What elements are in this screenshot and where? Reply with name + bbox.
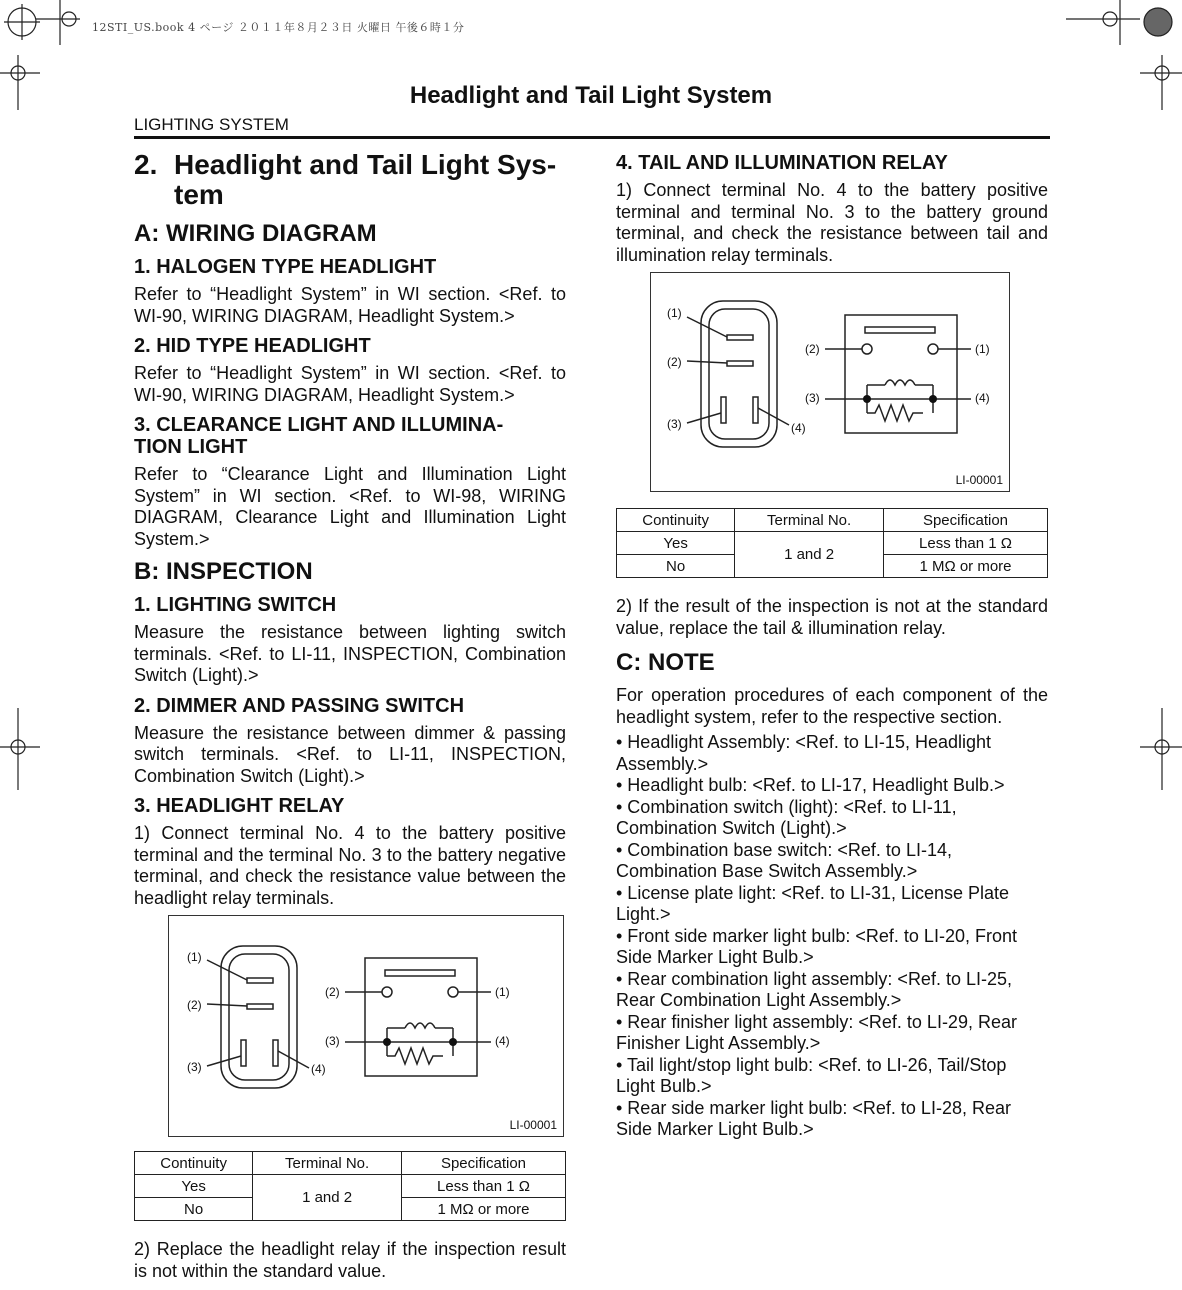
section-label: LIGHTING SYSTEM	[134, 115, 289, 134]
label-t4-left: (4)	[791, 421, 806, 435]
r4-heading: 4. TAIL AND ILLUMINATION RELAY	[616, 152, 948, 174]
table-cell: Less than 1 Ω	[883, 532, 1047, 555]
a1-text: Refer to “Headlight System” in WI section. <Ref. to WI-90, WIRING DIAGRAM, Headlight System.>	[134, 284, 566, 326]
tail-relay-spec-table	[616, 508, 1048, 578]
a3-heading-line1: 3. CLEARANCE LIGHT AND ILLUMINA-	[134, 414, 504, 436]
c-text: For operation procedures of each component of the headlight system, refer to the respective section.	[616, 685, 1048, 727]
table-header-row	[617, 509, 1048, 532]
section-c-heading: C: NOTE	[616, 649, 715, 676]
label-t2-left: (2)	[187, 998, 202, 1012]
right-column	[616, 152, 1048, 1141]
note-bullet: • Headlight Assembly: <Ref. to LI-15, Headlight Assembly.>	[616, 732, 992, 774]
label-t3-right: (3)	[325, 1034, 340, 1048]
note-bullet: • Headlight bulb: <Ref. to LI-17, Headlight Bulb.>	[616, 775, 1005, 795]
label-t3-right: (3)	[805, 391, 820, 405]
note-bullet: • Tail light/stop light bulb: <Ref. to LI-26, Tail/Stop Light Bulb.>	[616, 1054, 1007, 1096]
note-bullet: • Front side marker light bulb: <Ref. to LI-20, Front Side Marker Light Bulb.>	[616, 925, 1017, 967]
r4-after-text: 2) If the result of the inspection is not at the standard value, replace the tail & illumination relay.	[616, 596, 1048, 638]
section-a-heading: A: WIRING DIAGRAM	[134, 220, 377, 247]
label-t3-left: (3)	[667, 417, 682, 431]
b1-heading: 1. LIGHTING SWITCH	[134, 594, 337, 616]
b3-heading: 3. HEADLIGHT RELAY	[134, 795, 345, 817]
tail-relay-diagram	[650, 272, 1010, 492]
note-bullet: • Rear combination light assembly: <Ref. to LI-25, Rear Combination Light Assembly.>	[616, 968, 1012, 1010]
a3-heading-line2: TION LIGHT	[134, 436, 248, 458]
table-cell: Yes	[135, 1175, 253, 1198]
chapter-heading	[134, 150, 566, 210]
label-t1-right: (1)	[975, 342, 990, 356]
label-t2-left: (2)	[667, 355, 682, 369]
section-b-heading: B: INSPECTION	[134, 558, 313, 585]
print-metadata: 12STI_US.book 4 ページ ２０１１年８月２３日 火曜日 午後６時１分	[92, 21, 465, 34]
label-t4-left: (4)	[311, 1062, 326, 1076]
label-t1-left: (1)	[187, 950, 202, 964]
label-t3-left: (3)	[187, 1060, 202, 1074]
headlight-relay-diagram	[168, 915, 564, 1137]
figure-code: LI-00001	[955, 473, 1003, 487]
a1-heading: 1. HALOGEN TYPE HEADLIGHT	[134, 256, 437, 278]
a2-text: Refer to “Headlight System” in WI section. <Ref. to WI-90, WIRING DIAGRAM, Headlight System.>	[134, 363, 566, 405]
note-bullet: • License plate light: <Ref. to LI-31, License Plate Light.>	[616, 882, 1010, 924]
note-bullet: • Rear side marker light bulb: <Ref. to LI-28, Rear Side Marker Light Bulb.>	[616, 1097, 1011, 1139]
chapter-title-line1: Headlight and Tail Light Sys-	[174, 149, 557, 180]
left-column	[134, 150, 566, 1286]
relay-schematic	[651, 273, 1009, 491]
table-header: Continuity	[617, 509, 735, 532]
headlight-relay-spec-table	[134, 1151, 566, 1221]
header-rule	[134, 136, 1050, 139]
chapter-number: 2.	[134, 149, 158, 180]
table-header: Terminal No.	[253, 1152, 402, 1175]
note-bullet: • Combination switch (light): <Ref. to LI-11, Combination Switch (Light).>	[616, 796, 957, 838]
table-header: Specification	[883, 509, 1047, 532]
table-row	[135, 1175, 566, 1198]
b3-after-text: 2) Replace the headlight relay if the inspection result is not within the standard value.	[134, 1239, 566, 1281]
b3-text: 1) Connect terminal No. 4 to the battery positive terminal and the terminal No. 3 to the battery negative terminal, and check the resistance value between the headlight relay terminals.	[134, 823, 566, 908]
table-cell: No	[135, 1198, 253, 1221]
b2-heading: 2. DIMMER AND PASSING SWITCH	[134, 694, 465, 717]
a3-heading	[134, 414, 566, 458]
label-t1-right: (1)	[495, 985, 510, 999]
label-t1-left: (1)	[667, 306, 682, 320]
table-header: Terminal No.	[735, 509, 884, 532]
table-header: Specification	[401, 1152, 565, 1175]
table-header: Continuity	[135, 1152, 253, 1175]
note-bullet: • Rear finisher light assembly: <Ref. to LI-29, Rear Finisher Light Assembly.>	[616, 1011, 1017, 1053]
table-header-row	[135, 1152, 566, 1175]
note-bullet: • Combination base switch: <Ref. to LI-14, Combination Base Switch Assembly.>	[616, 839, 952, 881]
label-t4-right: (4)	[495, 1034, 510, 1048]
relay-schematic	[169, 916, 563, 1136]
label-t2-right: (2)	[325, 985, 340, 999]
table-row	[617, 532, 1048, 555]
table-cell: Less than 1 Ω	[401, 1175, 565, 1198]
table-cell: Yes	[617, 532, 735, 555]
table-cell: 1 MΩ or more	[883, 555, 1047, 578]
r4-text: 1) Connect terminal No. 4 to the battery positive terminal and terminal No. 3 to the battery ground terminal, and check the resistance between tail and illumination relay terminals.	[616, 180, 1048, 265]
b2-text: Measure the resistance between dimmer & passing switch terminals. <Ref. to LI-11, INSPECTION, Combination Switch (Light).>	[134, 722, 566, 786]
table-cell: 1 MΩ or more	[401, 1198, 565, 1221]
b1-text: Measure the resistance between lighting switch terminals. <Ref. to LI-11, INSPECTION, Combination Switch (Light).>	[134, 622, 566, 685]
a2-heading: 2. HID TYPE HEADLIGHT	[134, 335, 371, 357]
figure-code: LI-00001	[509, 1118, 557, 1132]
a3-text: Refer to “Clearance Light and Illumination Light System” in WI section. <Ref. to WI-98, WIRING DIAGRAM, Clearance Light and Illumination Light System.>	[134, 464, 566, 549]
table-cell: 1 and 2	[253, 1175, 402, 1221]
chapter-title-line2: tem	[174, 179, 224, 210]
label-t4-right: (4)	[975, 391, 990, 405]
label-t2-right: (2)	[805, 342, 820, 356]
table-cell: 1 and 2	[735, 532, 884, 578]
table-cell: No	[617, 555, 735, 578]
page-title: Headlight and Tail Light System	[409, 82, 773, 109]
